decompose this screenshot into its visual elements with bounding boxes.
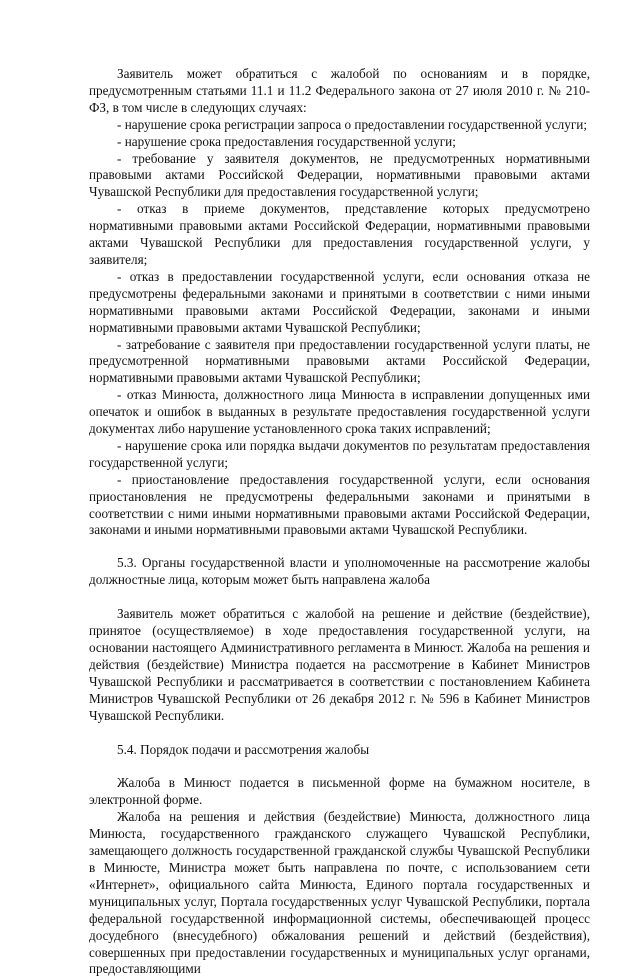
section-5-3-heading: 5.3. Органы государственной власти и уполномоченные на рассмотрение жалобы должностные лица, которым может быть направлена жалоба	[89, 555, 590, 588]
grounds-item-suspension: - приостановление предоставления государственной услуги, если основания приостановления не предусмотрены федеральными законами и принятыми в соответствии с ними иными нормативными правовыми актами Российской Федерации, законами и иными нормативными правовыми актами Чувашской Республики.	[89, 471, 590, 538]
section-5-4-form: Жалоба в Минюст подается в письменной форме на бумажном носителе, в электронной форме.	[89, 775, 590, 808]
grounds-item-fee-demand: - затребование с заявителя при предоставлении государственной услуги платы, не предусмотренной нормативными правовыми актами Российской Федерации, нормативными правовыми актами Чувашской Республики;	[89, 336, 590, 386]
grounds-item-service-deadline: - нарушение срока предоставления государственной услуги;	[117, 133, 456, 149]
complaint-grounds-intro: Заявитель может обратиться с жалобой по основаниям и в порядке, предусмотренным статьями 11.1 и 11.2 Федерального закона от 27 июля 2010 г. № 210-ФЗ, в том числе в следующих случаях:	[89, 66, 590, 115]
section-spacer	[89, 725, 590, 742]
section-spacer	[89, 758, 590, 775]
section-5-3-text: Заявитель может обратиться с жалобой на решение и действие (бездействие), принятое (осуществляемое) в ходе предоставления государственной услуги, на основании настоящего Административного регламента в Минюст. Жалоба на решения и действия (бездействие) Министра подается на рассмотрение в Кабинет Министров Чувашской Республики и рассматривается в соответствии с постановлением Кабинета Министров Чувашской Республики от 26 декабря 2012 г. № 596 в Кабинет Министров Чувашской Республики.	[89, 606, 590, 723]
section-spacer	[89, 589, 590, 606]
grounds-item-document-refusal: - отказ в приеме документов, представление которых предусмотрено нормативными правовыми актами Российской Федерации, нормативными правовыми актами Чувашской Республики для предоставления государственной услуги, у заявителя;	[89, 201, 590, 267]
grounds-item-correction-refusal: - отказ Минюста, должностного лица Минюста в исправлении допущенных ими опечаток и ошибок в выданных в результате предоставления государственной услуги документах либо нарушение установленного срока таких исправлений;	[89, 387, 590, 437]
grounds-item-service-refusal: - отказ в предоставлении государственной услуги, если основания отказа не предусмотрены федеральными законами и принятыми в соответствии с ними иными нормативными правовыми актами Российской Федерации, законами и иными нормативными правовыми актами Чувашской Республики;	[89, 268, 590, 335]
section-5-4-heading: 5.4. Порядок подачи и рассмотрения жалобы	[117, 741, 370, 757]
document-body	[89, 66, 590, 978]
section-5-4-channels: Жалоба на решения и действия (бездействие) Минюста, должностного лица Минюста, государственного гражданского служащего Чувашской Республики, замещающего должность государственной гражданской службы Чувашской Республики в Минюсте, Министра может быть направлена по почте, с использованием сети «Интернет», официального сайта Минюста, Единого портала государственных и муниципальных услуг, Портала государственных услуг Чувашской Республики, портала федеральной государственной информационной системы, обеспечивающей процесс досудебного (внесудебного) обжалования решений и действий (бездействия), совершенных при предоставлении государственных и муниципальных услуг органами, предоставляющими	[89, 809, 590, 977]
grounds-item-extra-documents: - требование у заявителя документов, не предусмотренных нормативными правовыми актами Российской Федерации, нормативными правовыми актами Чувашской Республики для предоставления государственной услуги;	[89, 150, 590, 200]
grounds-item-registration-deadline: - нарушение срока регистрации запроса о предоставлении государственной услуги;	[117, 116, 587, 132]
grounds-item-issuance-violation: - нарушение срока или порядка выдачи документов по результатам предоставления государственной услуги;	[89, 437, 590, 470]
section-spacer	[89, 539, 590, 555]
